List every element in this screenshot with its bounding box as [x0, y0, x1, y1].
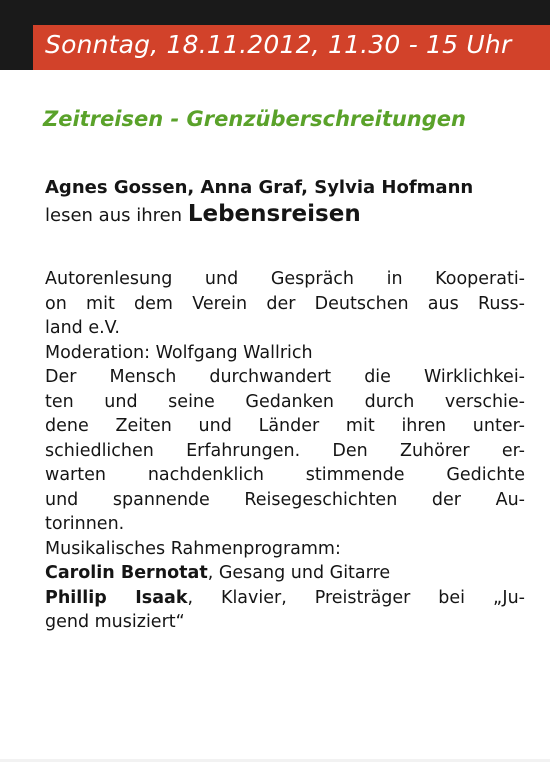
- body-line: Der Mensch durchwandert die Wirklichkei-: [45, 367, 525, 387]
- event-title: Zeitreisen - Grenzüberschreitungen: [43, 107, 466, 131]
- performer-name: Carolin Bernotat: [45, 563, 208, 583]
- moderation-line: Moderation: Wolfgang Wallrich: [45, 342, 313, 363]
- body-line: warten nachdenklich stimmende Gedichte: [45, 465, 525, 485]
- body-line: land e.V.: [45, 318, 120, 338]
- body-line: ten und seine Gedanken durch verschie-: [45, 391, 525, 412]
- body-line: schiedlichen Erfahrungen. Den Zuhörer er-: [45, 440, 525, 461]
- performer-role: , Gesang und Gitarre: [207, 563, 391, 583]
- authors-line: Agnes Gossen, Anna Graf, Sylvia Hofmann: [45, 177, 474, 198]
- event-date: Sonntag, 18.11.2012, 11.30 - 15 Uhr: [45, 30, 512, 59]
- body-line: torinnen.: [45, 514, 125, 534]
- description-block: [45, 267, 525, 635]
- body-line: und spannende Reisegeschichten der Au-: [45, 489, 525, 510]
- performer-line: [45, 586, 525, 611]
- performer-line: [45, 561, 525, 586]
- body-line: on mit dem Verein der Deutschen aus Russ-: [45, 293, 525, 314]
- body-line: Autorenlesung und Gespräch in Kooperati-: [45, 269, 525, 289]
- program-heading: Musikalisches Rahmenprogramm:: [45, 538, 341, 559]
- date-banner: [0, 0, 550, 70]
- body-line: dene Zeiten und Länder mit ihren unter-: [45, 416, 525, 436]
- reading-line: [45, 202, 361, 228]
- performer-role: , Klavier, Preisträger bei „Ju-: [187, 587, 525, 608]
- performer-name: Phillip Isaak: [45, 587, 188, 608]
- body-line: gend musiziert“: [45, 612, 185, 632]
- reading-highlight: Lebensreisen: [187, 201, 361, 227]
- reading-prefix: lesen aus ihren: [45, 205, 183, 226]
